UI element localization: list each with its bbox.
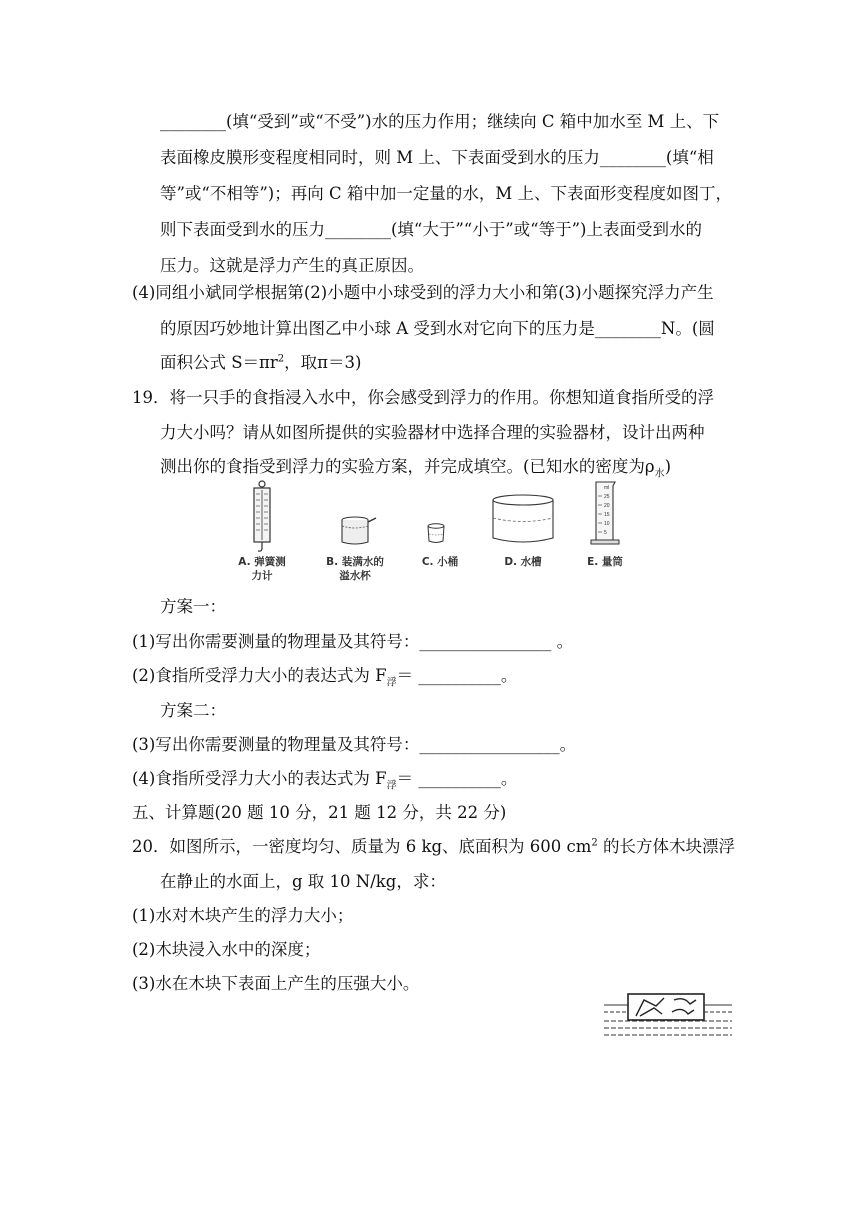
cylinder-tick-10: 10: [604, 521, 610, 527]
q18-line-3: 等”或“不相等”)；再向 C 箱中加一定量的水，M 上、下表面形变程度如图丁，: [160, 184, 732, 203]
q18-line-1: ________(填“受到”或“不受”)水的压力作用；继续向 C 箱中加水至 M 上、下: [160, 112, 720, 131]
subscript-water: 水: [654, 468, 665, 480]
q20-line-2: 在静止的水面上，g 取 10 N/kg，求：: [160, 872, 446, 891]
q19-line-1: 19．将一只手的食指浸入水中，你会感受到浮力的作用。你想知道食指所受的浮: [132, 388, 714, 407]
q18-part4-line-2: 的原因巧妙地计算出图乙中小球 A 受到水对它向下的压力是________N。(圆: [160, 319, 715, 338]
measuring-cylinder-icon: [591, 482, 619, 544]
q19-line-3-post: ): [664, 457, 672, 476]
apparatus-figure: [225, 478, 635, 554]
q18-part4-line-3-pre: 面积公式 S＝πr: [160, 353, 278, 372]
plan-1-step-2-pre: (2)食指所受浮力大小的表达式为 F: [132, 666, 387, 685]
floating-block-figure: [604, 988, 734, 1040]
caption-b-line-2: 溢水杯: [339, 570, 371, 582]
cylinder-tick-20: 20: [604, 503, 610, 509]
superscript-2: 2: [277, 353, 285, 365]
q18-part4-line-3-post: ，取π＝3): [284, 353, 362, 372]
q18-line-4: 则下表面受到水的压力________(填“大于”“小于”或“等于”)上表面受到水的: [160, 220, 702, 239]
caption-c: [400, 555, 480, 569]
superscript-2: 2: [591, 837, 598, 849]
wood-block-icon: [628, 994, 704, 1020]
plan-1-step-2: [132, 666, 518, 689]
cylinder-tick-ml: ml: [604, 485, 610, 491]
small-bucket-icon: [428, 524, 444, 543]
section-5-heading: 五、计算题(20 题 10 分，21 题 12 分，共 22 分): [132, 803, 507, 822]
caption-e: [565, 555, 645, 569]
caption-b-line-1: B. 装满水的: [326, 556, 384, 568]
q20-part-3: (3)水在木块下表面上产生的压强大小。: [132, 974, 420, 993]
water-trough-icon: [493, 495, 553, 542]
cylinder-tick-25: 25: [604, 494, 610, 500]
q20-line-1-post: 的长方体木块漂浮: [597, 837, 736, 856]
q18-part4-line-1: (4)同组小斌同学根据第(2)小题中小球受到的浮力大小和第(3)小题探究浮力产生: [132, 283, 714, 302]
plan-2-step-4-pre: (4)食指所受浮力大小的表达式为 F: [132, 769, 387, 788]
plan-2-step-4-post: ＝ __________。: [396, 769, 518, 788]
q19-line-2: 力大小吗？请从如图所提供的实验器材中选择合理的实验器材，设计出两种: [160, 423, 705, 442]
caption-d: [483, 555, 563, 569]
plan-1-heading: 方案一：: [160, 597, 226, 616]
caption-c-line-1: C. 小桶: [421, 556, 459, 568]
q18-line-2: 表面橡皮膜形变程度相同时，则 M 上、下表面受到水的压力________(填“相: [160, 148, 714, 167]
subscript-buoyancy: 浮: [386, 780, 397, 792]
q19-line-3-pre: 测出你的食指受到浮力的实验方案，并完成填空。(已知水的密度为ρ: [160, 457, 655, 476]
q20-part-1: (1)水对木块产生的浮力大小；: [132, 906, 354, 925]
caption-a-line-2: 力计: [251, 570, 273, 582]
caption-d-line-1: D. 水槽: [504, 556, 542, 568]
cylinder-tick-5: 5: [604, 530, 607, 536]
plan-1-step-2-post: ＝ __________。: [396, 666, 518, 685]
caption-a-line-1: A. 弹簧测: [238, 556, 286, 568]
plan-2-step-4: [132, 769, 518, 792]
caption-a: [222, 555, 302, 583]
plan-1-step-1: (1)写出你需要测量的物理量及其符号：________________ 。: [132, 632, 574, 651]
spring-scale-icon: [254, 481, 270, 551]
subscript-buoyancy: 浮: [386, 677, 397, 689]
cylinder-tick-15: 15: [604, 512, 610, 518]
caption-b: [315, 555, 395, 583]
plan-2-step-3: (3)写出你需要测量的物理量及其符号：_________________。: [132, 735, 577, 754]
q20-part-2: (2)木块浸入水中的深度；: [132, 940, 321, 959]
q20-line-1-pre: 20．如图所示，一密度均匀、质量为 6 kg、底面积为 600 cm: [132, 837, 592, 856]
overflow-cup-icon: [342, 517, 376, 544]
plan-2-heading: 方案二：: [160, 701, 226, 720]
q18-line-5: 压力。这就是浮力产生的真正原因。: [160, 256, 424, 275]
q18-part4-line-3: [160, 353, 361, 373]
q20-line-1: [132, 837, 735, 857]
caption-e-line-1: E. 量筒: [587, 556, 623, 568]
q19-line-3: [160, 457, 672, 480]
